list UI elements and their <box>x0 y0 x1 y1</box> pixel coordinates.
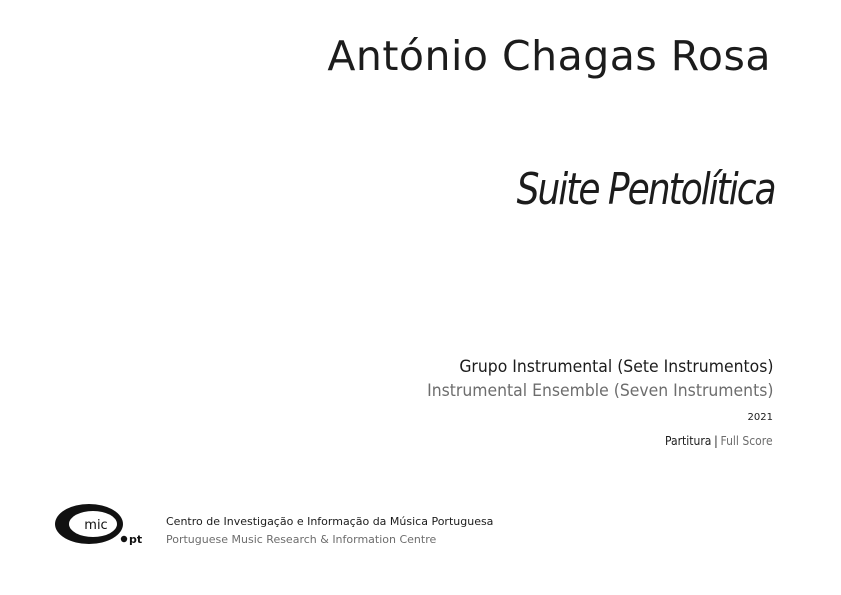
logo-text: mic <box>84 518 108 533</box>
instrumentation-english: Instrumental Ensemble (Seven Instruments) <box>426 381 773 401</box>
mic-pt-logo-icon <box>53 502 149 548</box>
score-type-portuguese: Partitura <box>665 434 712 448</box>
score-type <box>665 434 773 448</box>
composition-year: 2021 <box>747 412 773 423</box>
publisher-name-english: Portuguese Music Research & Information Centre <box>166 533 437 546</box>
score-type-english: Full Score <box>720 434 773 448</box>
instrumentation-portuguese: Grupo Instrumental (Sete Instrumentos) <box>458 357 773 377</box>
logo-dot <box>121 536 127 542</box>
publisher-name-portuguese: Centro de Investigação e Informação da Música Portuguesa <box>166 515 494 528</box>
work-title: Suite Pentolítica <box>517 164 775 215</box>
score-type-separator: | <box>714 434 719 448</box>
composer-name: António Chagas Rosa <box>327 32 771 80</box>
logo-suffix: pt <box>129 533 143 546</box>
